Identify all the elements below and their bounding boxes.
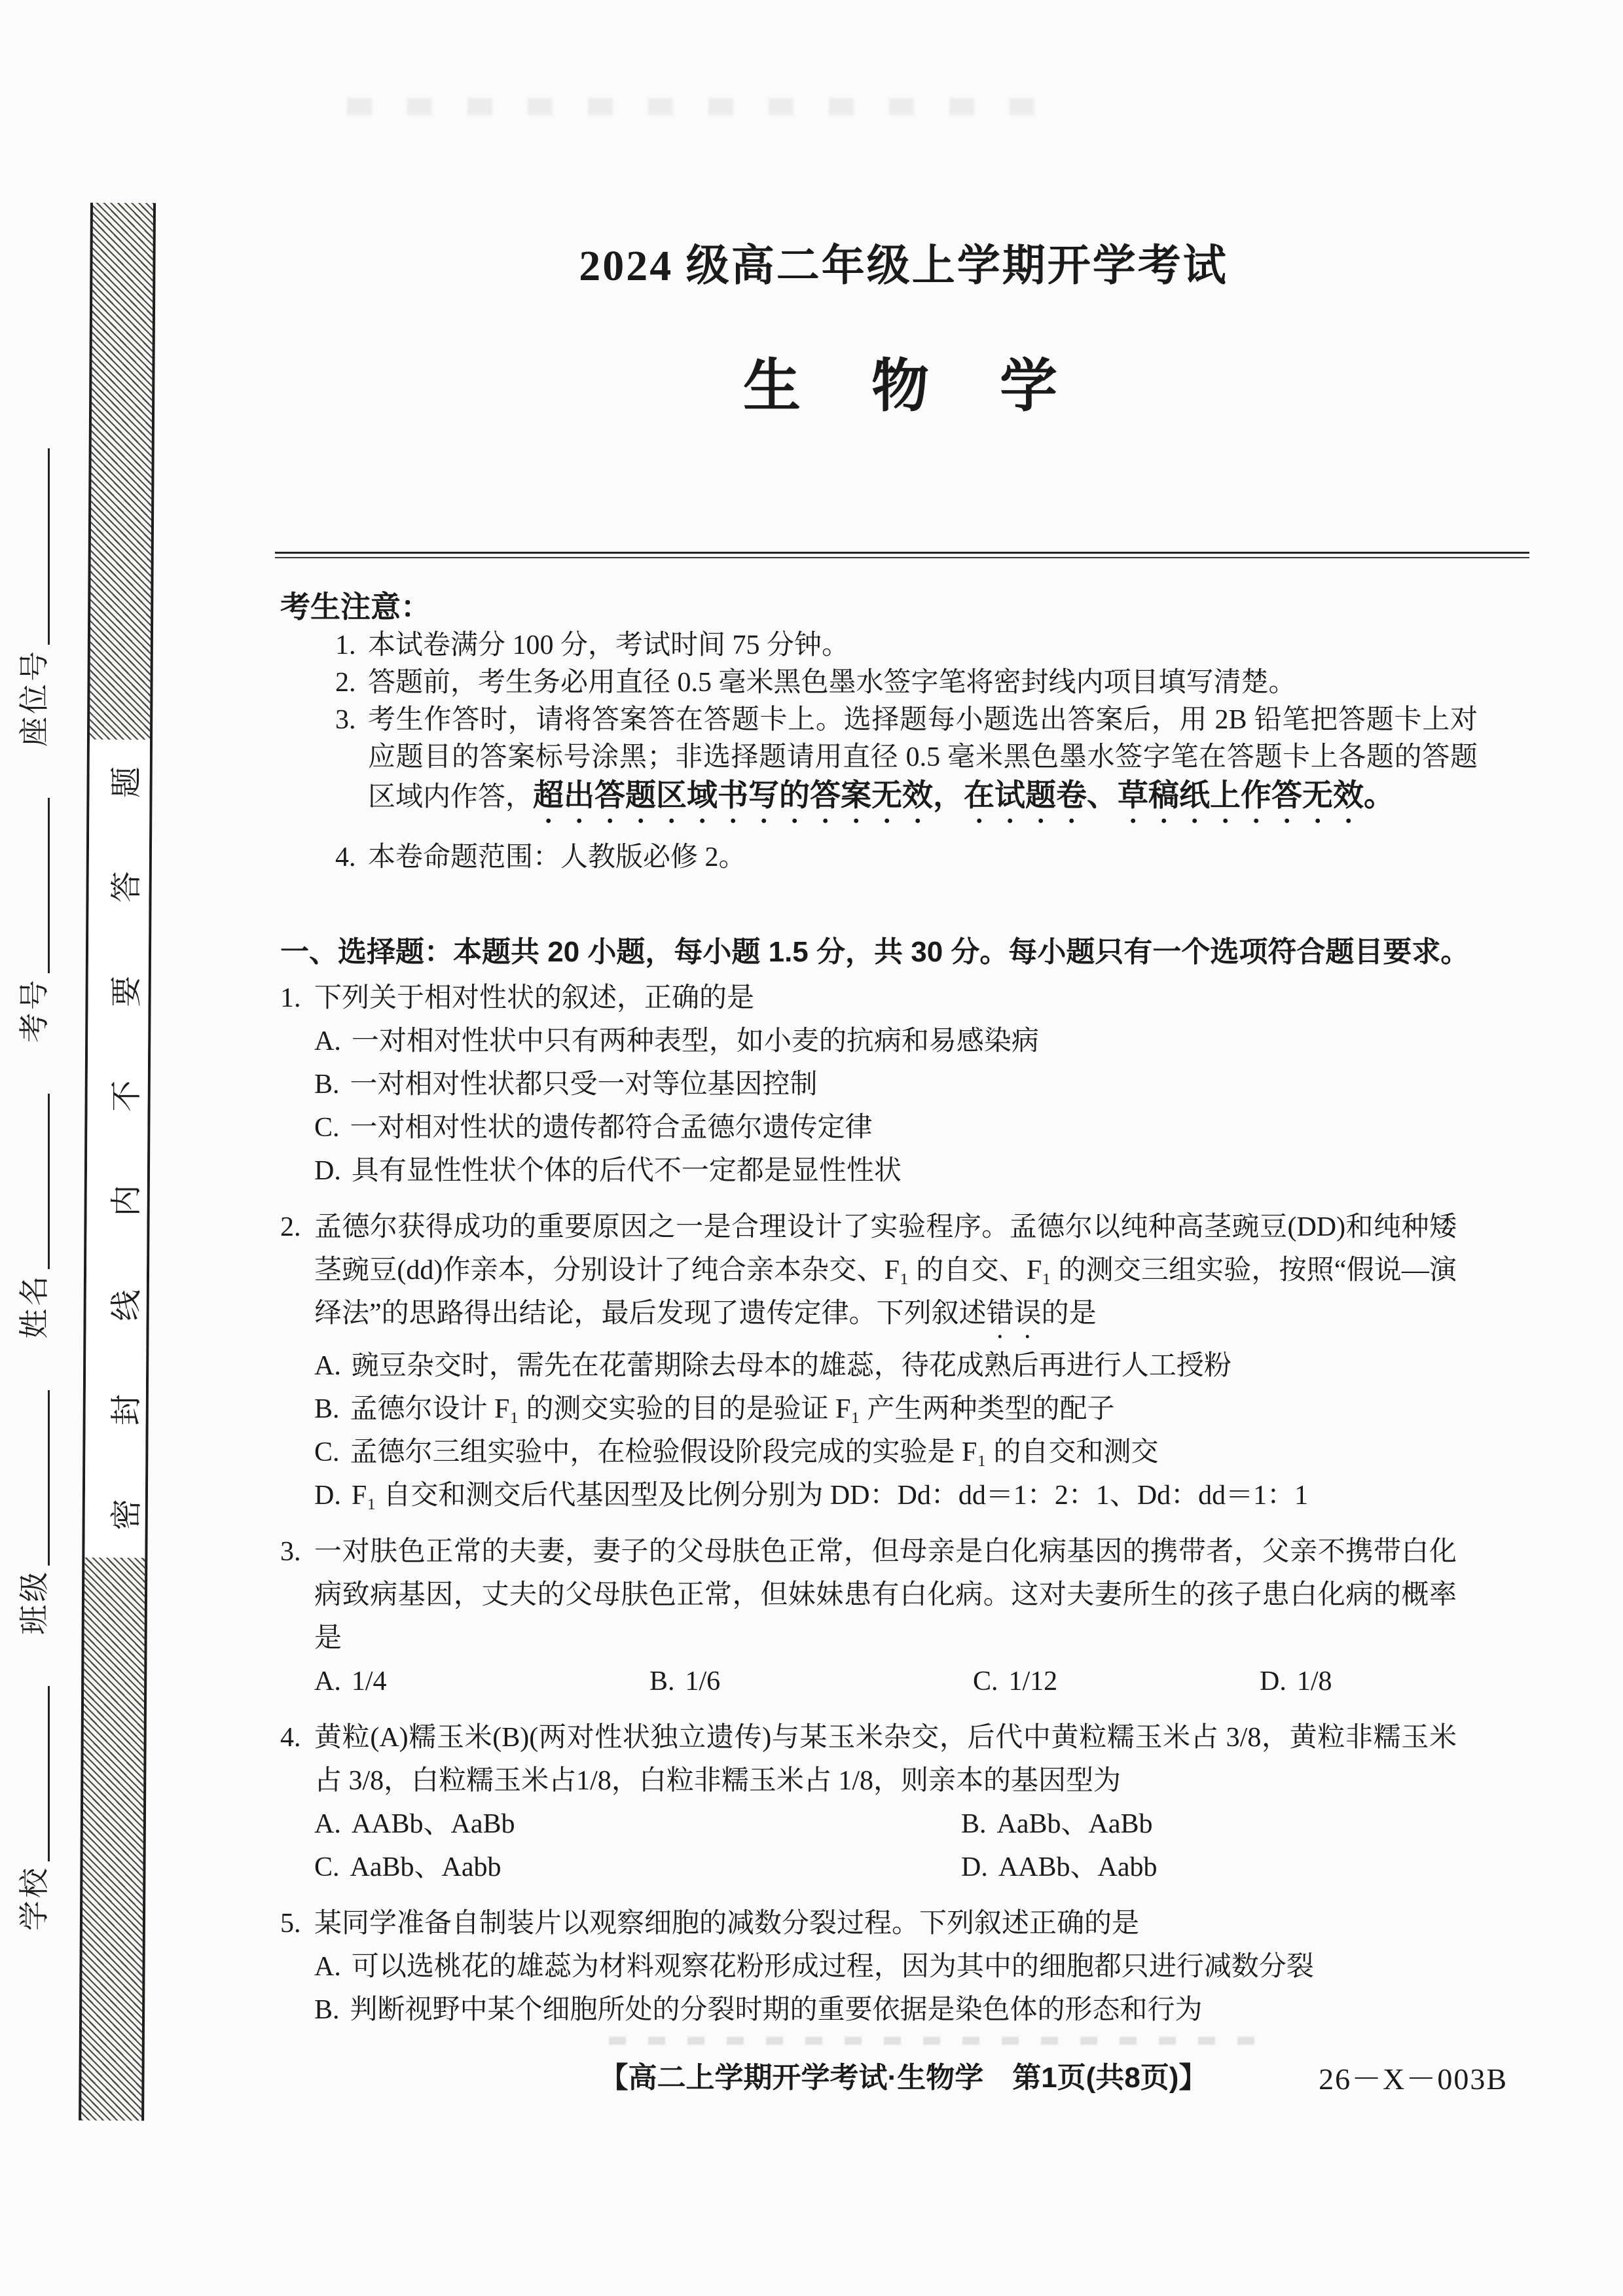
field-class-label: 班级 (18, 1569, 51, 1635)
question-1-options (314, 1020, 1532, 1193)
notice-item-3-text-emphasis: 超出答题区域书写的答案无效，在试题卷、草稿纸上作答无效。 (533, 778, 1395, 812)
option-text: 1/12 (1008, 1666, 1058, 1696)
option-text: 一对相对性状中只有两种表型，如小麦的抗病和易感染病 (351, 1026, 1039, 1056)
question-4-option-d (961, 1846, 1532, 1889)
field-seat-number-label: 座位号 (18, 649, 51, 747)
question-2-stem-emphasis: 错误 (986, 1299, 1042, 1329)
seal-char: 封 (109, 1394, 144, 1426)
question-4-option-b (961, 1803, 1532, 1846)
option-label: B. (961, 1809, 987, 1839)
question-1-stem (280, 977, 1532, 1020)
option-label: D. (314, 1480, 341, 1511)
notice-item-1-number: 1. (335, 630, 356, 660)
question-2-stem (280, 1206, 1532, 1344)
option-label: C. (314, 1852, 340, 1882)
exam-title: 2024 级高二年级上学期开学考试 (579, 242, 1228, 290)
seal-char: 线 (109, 1289, 144, 1321)
question-5-stem-text: 某同学准备自制装片以观察细胞的减数分裂过程。下列叙述正确的是 (314, 1909, 1140, 1939)
option-label: D. (314, 1156, 341, 1186)
option-text: 孟德尔设计 F₁ 的测交实验的目的是验证 F₁ 产生两种类型的配子 (350, 1394, 1115, 1424)
field-name (12, 1094, 58, 1339)
question-2-option-c (314, 1431, 1532, 1474)
question-3-number: 3. (280, 1537, 301, 1567)
field-name-blank-line (48, 1094, 50, 1270)
question-1 (280, 977, 1532, 1193)
notice-item-3 (335, 702, 1478, 830)
question-3-options (314, 1660, 1532, 1703)
notice-item-1-text: 本试卷满分 100 分，考试时间 75 分钟。 (368, 630, 850, 660)
notice-section (280, 586, 1527, 876)
option-text: AABb、Aabb (998, 1852, 1158, 1882)
option-label: B. (314, 1069, 340, 1100)
field-exam-number (12, 798, 58, 1043)
option-label: A. (314, 1809, 341, 1839)
question-2-stem-after: 的是 (1041, 1299, 1097, 1329)
question-3-option-d (1260, 1660, 1532, 1703)
notice-item-2-number: 2. (335, 668, 356, 698)
option-text: 豌豆杂交时，需先在花蕾期除去母本的雄蕊，待花成熟后再进行人工授粉 (351, 1351, 1231, 1381)
question-4 (280, 1716, 1532, 1889)
option-text: 判断视野中某个细胞所处的分裂时期的重要依据是染色体的形态和行为 (350, 1995, 1203, 2025)
field-class-blank-line (48, 1390, 50, 1566)
notice-item-1 (335, 627, 1478, 664)
questions-list (280, 977, 1532, 2032)
question-4-number: 4. (280, 1723, 301, 1753)
option-text: 1/6 (685, 1666, 721, 1696)
question-1-option-c (314, 1106, 1532, 1149)
notice-items (335, 627, 1478, 876)
question-4-stem (280, 1716, 1532, 1803)
option-label: B. (314, 1394, 340, 1424)
notice-item-4-number: 4. (335, 842, 356, 872)
question-2-option-d (314, 1474, 1532, 1517)
field-exam-number-blank-line (48, 798, 50, 973)
notice-item-3-text (368, 702, 1478, 830)
question-3-stem (280, 1530, 1532, 1660)
option-label: B. (314, 1995, 340, 2025)
seal-char: 题 (109, 766, 144, 798)
question-1-stem-text: 下列关于相对性状的叙述，正确的是 (314, 983, 755, 1013)
seal-margin (0, 0, 210, 2296)
student-info-labels (10, 448, 58, 1931)
question-2-stem-text (314, 1206, 1457, 1344)
question-1-option-b (314, 1063, 1532, 1106)
notice-item-2-text: 答题前，考生务必用直径 0.5 毫米黑色墨水签字笔将密封线内项目填写清楚。 (368, 668, 1296, 698)
field-name-label: 姓名 (18, 1273, 51, 1339)
field-seat-number-blank-line (48, 448, 50, 645)
seal-char: 答 (109, 870, 144, 903)
question-5-option-a (314, 1945, 1532, 1988)
question-2-number: 2. (280, 1212, 301, 1242)
seal-char: 密 (109, 1498, 144, 1530)
seal-char: 要 (109, 975, 144, 1007)
field-school-label: 学校 (18, 1865, 51, 1931)
question-4-options (314, 1803, 1532, 1889)
section-header: 一、选择题：本题共 20 小题，每小题 1.5 分，共 30 分。每小题只有一个选项符合题目要求。 (280, 936, 1470, 968)
question-1-option-a (314, 1020, 1532, 1063)
header-rule (275, 552, 1529, 558)
option-label: B. (649, 1666, 675, 1696)
question-3-option-a (314, 1660, 649, 1703)
question-3-option-c (973, 1660, 1260, 1703)
question-4-stem-text: 黄粒(A)糯玉米(B)(两对性状独立遗传)与某玉米杂交，后代中黄粒糯玉米占 3/8，黄粒非糯玉米占 3/8，白粒糯玉米占1/8，白粒非糯玉米占 1/8，则亲本的基因型为 (314, 1723, 1457, 1796)
question-2-option-a (314, 1344, 1532, 1388)
scan-artifact-footer (609, 2037, 1270, 2045)
question-3-stem-text: 一对肤色正常的夫妻，妻子的父母肤色正常，但母亲是白化病基因的携带者，父亲不携带白化病致病基因，丈夫的父母肤色正常，但妹妹患有白化病。这对夫妻所生的孩子患白化病的概率是 (314, 1537, 1457, 1653)
question-4-option-c (314, 1846, 961, 1889)
option-label: A. (314, 1952, 341, 1982)
seal-line-text (98, 744, 148, 1552)
option-text: AaBb、AaBb (996, 1809, 1153, 1839)
field-exam-number-label: 考号 (18, 977, 51, 1043)
question-5 (280, 1902, 1532, 2032)
option-label: A. (314, 1666, 341, 1696)
option-label: A. (314, 1026, 341, 1056)
option-text: AABb、AaBb (351, 1809, 515, 1839)
question-2-options (314, 1344, 1532, 1517)
question-1-number: 1. (280, 983, 301, 1013)
field-class (12, 1390, 58, 1635)
option-text: 一对相对性状都只受一对等位基因控制 (350, 1069, 818, 1100)
notice-item-2 (335, 664, 1478, 702)
question-5-stem (280, 1902, 1532, 1945)
notice-item-4-text: 本卷命题范围：人教版必修 2。 (368, 842, 746, 872)
question-2 (280, 1206, 1532, 1517)
option-text: 1/4 (351, 1666, 387, 1696)
option-label: D. (1260, 1666, 1286, 1696)
paper-code: 26－X－003B (1319, 2062, 1508, 2096)
question-5-options (314, 1945, 1532, 2032)
question-4-option-a (314, 1803, 961, 1846)
field-school (12, 1686, 58, 1931)
question-3-option-b (649, 1660, 973, 1703)
option-text: 具有显性性状个体的后代不一定都是显性性状 (351, 1156, 902, 1186)
field-school-blank-line (48, 1686, 50, 1861)
option-label: A. (314, 1351, 341, 1381)
question-2-stem-before: 孟德尔获得成功的重要原因之一是合理设计了实验程序。孟德尔以纯种高茎豌豆(DD)和纯种矮茎豌豆(dd)作亲本，分别设计了纯合亲本杂交、F₁ 的自交、F₁ 的测交三组实验，按照“假说—演绎法”的思路得出结论，最后发现了遗传定律。下列叙述 (314, 1212, 1457, 1329)
notice-item-4 (335, 839, 1478, 876)
question-5-number: 5. (280, 1909, 301, 1939)
footer-page-info: 【高二上学期开学考试·生物学 第1页(共8页)】 (599, 2062, 1208, 2094)
field-seat-number (12, 448, 58, 747)
scan-artifact-top (347, 98, 1041, 115)
seal-char: 内 (109, 1185, 144, 1217)
seal-char: 不 (109, 1080, 144, 1112)
notice-heading: 考生注意： (280, 590, 431, 624)
option-text: 一对相对性状的遗传都符合孟德尔遗传定律 (350, 1113, 873, 1143)
notice-item-3-text-plain: 考生作答时，请将答案答在答题卡上。选择题每小题选出答案后，用 2B 铅笔把答题卡上对应题目的答案标号涂黑；非选择题请用直径 0.5 毫米黑色墨水签字笔在答题卡上各题的答题区域内作答， (368, 705, 1478, 812)
option-text: 1/8 (1296, 1666, 1332, 1696)
option-label: C. (973, 1666, 998, 1696)
option-label: C. (314, 1113, 340, 1143)
option-text: 孟德尔三组实验中，在检验假设阶段完成的实验是 F₁ 的自交和测交 (350, 1437, 1159, 1467)
option-text: 可以选桃花的雄蕊为材料观察花粉形成过程，因为其中的细胞都只进行减数分裂 (351, 1952, 1314, 1982)
question-2-option-b (314, 1388, 1532, 1431)
question-3 (280, 1530, 1532, 1703)
subject-title: 生 物 学 (742, 355, 1064, 419)
option-label: C. (314, 1437, 340, 1467)
question-1-option-d (314, 1149, 1532, 1193)
option-label: D. (961, 1852, 988, 1882)
option-text: F₁ 自交和测交后代基因型及比例分别为 DD：Dd：dd＝1：2：1、Dd：dd＝1：1 (351, 1480, 1309, 1511)
option-text: AaBb、Aabb (350, 1852, 501, 1882)
notice-item-3-number: 3. (335, 705, 356, 735)
question-5-option-b (314, 1988, 1532, 2032)
